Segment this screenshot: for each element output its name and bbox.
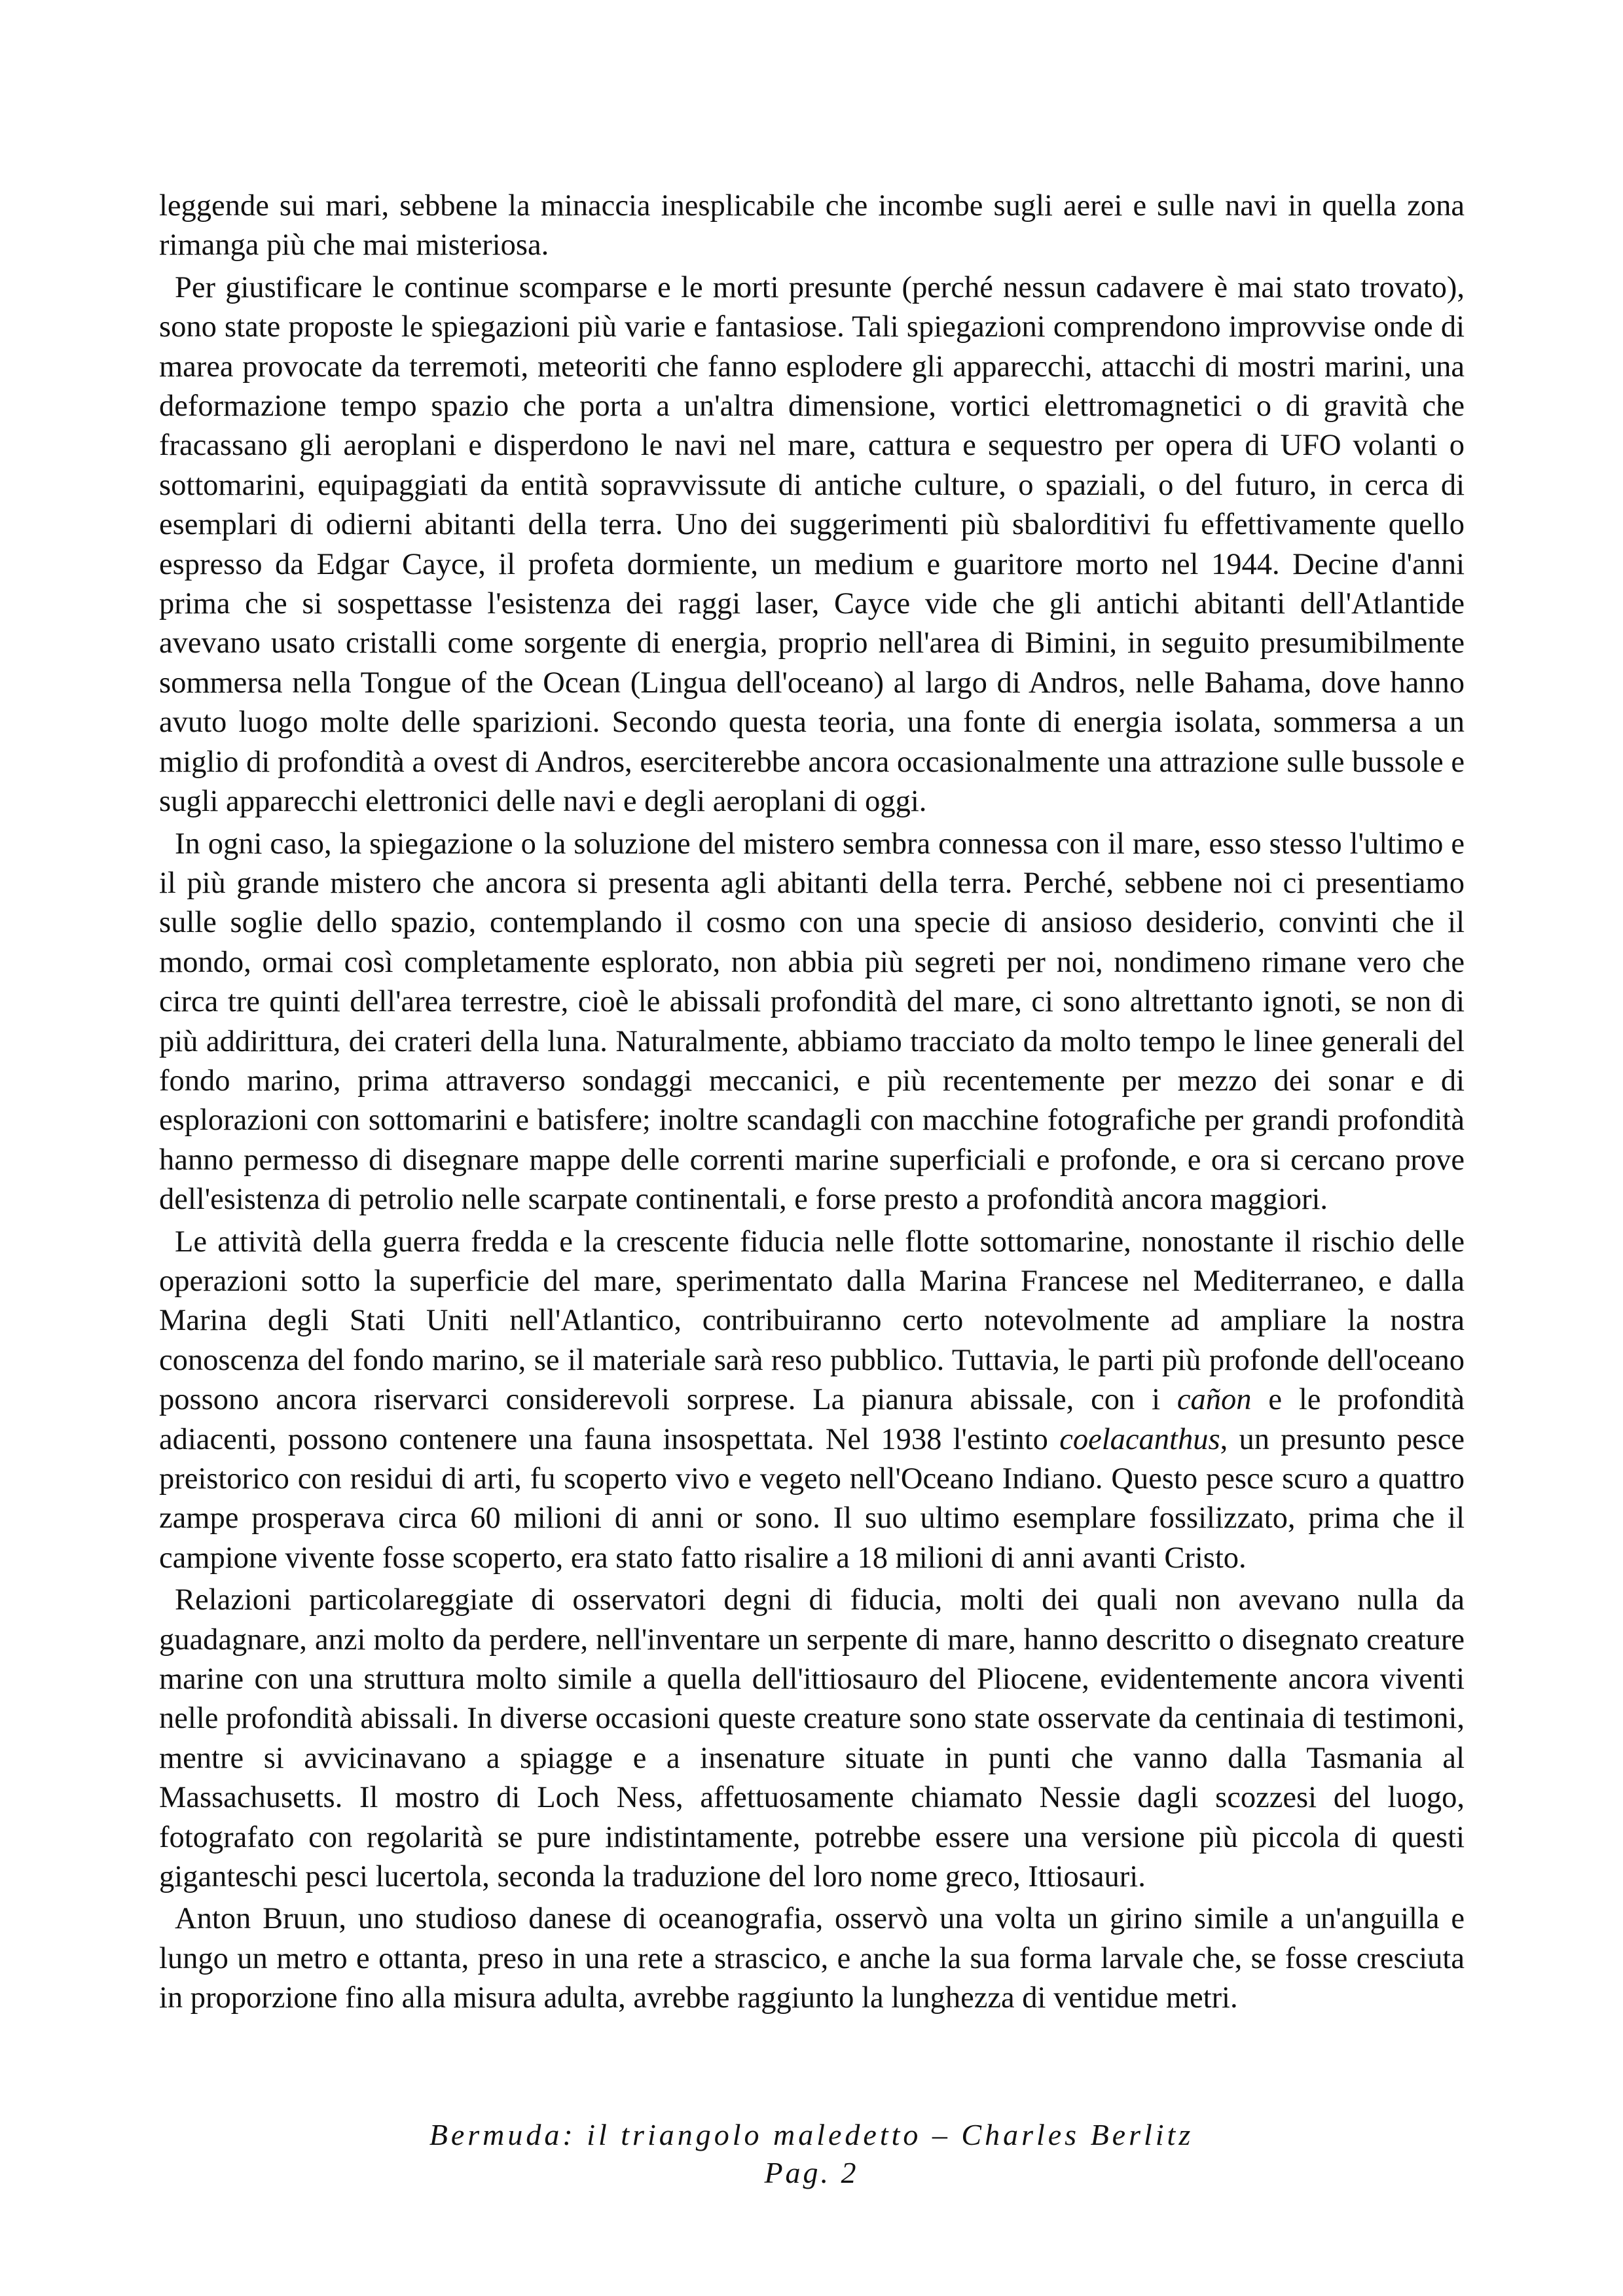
footer-book-title: Bermuda: il triangolo maledetto – Charles Berlitz <box>429 2118 1194 2151</box>
term-canon: cañon <box>1176 1383 1252 1417</box>
paragraph-5: Relazioni particolareggiate di osservatori degni di fiducia, molti dei quali non avevano nulla da guadagnare, anzi molto da perdere, nell'inventare un serpente di mare, hanno descritto o disegnato creature marine con una struttura molto simile a quella dell'ittiosauro del Pliocene, evidentemente ancora viventi nelle profondità abissali. In diverse occasioni queste creature sono state osservate da centinaia di testimoni, mentre si avvicinavano a spiagge e a insenature situate in punti che vanno dalla Tasmania al Massachusetts. Il mostro di Loch Ness, affettuosamente chiamato Nessie dagli scozzesi del luogo, fotografato con regolarità se pure indistintamente, potrebbe essere una versione più piccola di questi giganteschi pesci lucertola, seconda la traduzione del loro nome greco, Ittiosauri. <box>159 1583 1465 1894</box>
paragraph-3: In ogni caso, la spiegazione o la soluzione del mistero sembra connessa con il mare, esso stesso l'ultimo e il più grande mistero che ancora si presenta agli abitanti della terra. Perché, sebbene noi ci presentiamo sulle soglie dello spazio, contemplando il cosmo con una specie di ansioso desiderio, convinti che il mondo, ormai così completamente esplorato, non abbia più segreti per noi, nondimeno rimane vero che circa tre quinti dell'area terrestre, cioè le abissali profondità del mare, ci sono altrettanto ignoti, se non di più addirittura, dei crateri della luna. Naturalmente, abbiamo tracciato da molto tempo le linee generali del fondo marino, prima attraverso sondaggi meccanici, e più recentemente per mezzo dei sonar e di esplorazioni con sottomarini e batisfere; inoltre scandagli con macchine fotografiche per grandi profondità hanno permesso di disegnare mappe delle correnti marine superficiali e profonde, e ora si cercano prove dell'esistenza di petrolio nelle scarpate continentali, e forse presto a profondità ancora maggiori. <box>159 827 1465 1217</box>
body-text <box>159 187 1465 2021</box>
paragraph-4-part-b: e le profondità adiacenti, possono contenere una fauna insospettata. Nel 1938 l'estinto <box>159 1383 1465 1456</box>
paragraph-4-part-a: Le attività della guerra fredda e la crescente fiducia nelle flotte sottomarine, nonostante il rischio delle operazioni sotto la superficie del mare, sperimentato dalla Marina Francese nel Mediterraneo, e dalla Marina degli Stati Uniti nell'Atlantico, contribuiranno certo notevolmente ad ampliare la nostra conoscenza del fondo marino, se il materiale sarà reso pubblico. Tuttavia, le parti più profonde dell'oceano possono ancora riservarci considerevoli sorprese. La pianura abissale, con i <box>159 1225 1465 1417</box>
paragraph-6: Anton Bruun, uno studioso danese di oceanografia, osservò una volta un girino simile a un'anguilla e lungo un metro e ottanta, preso in una rete a strascico, e anche la sua forma larvale che, se fosse cresciuta in proporzione fino alla misura adulta, avrebbe raggiunto la lunghezza di ventidue metri. <box>159 1902 1465 2015</box>
paragraph-1: leggende sui mari, sebbene la minaccia inesplicabile che incombe sugli aerei e sulle navi in quella zona rimanga più che mai misteriosa. <box>159 189 1465 262</box>
page-footer <box>0 2116 1623 2192</box>
term-coelacanthus: coelacanthus <box>1059 1422 1220 1456</box>
paragraph-4-part-c: , un presunto pesce preistorico con residui di arti, fu scoperto vivo e vegeto nell'Oceano Indiano. Questo pesce scuro a quattro zampe prosperava circa 60 milioni di anni or sono. Il suo ultimo esemplare fossilizzato, prima che il campione vivente fosse scoperto, era stato fatto risalire a 18 milioni di anni avanti Cristo. <box>159 1422 1465 1575</box>
footer-page-number: Pag. 2 <box>764 2156 859 2189</box>
paragraph-4 <box>159 1223 1465 1579</box>
paragraph-2: Per giustificare le continue scomparse e le morti presunte (perché nessun cadavere è mai stato trovato), sono state proposte le spiegazioni più varie e fantasiose. Tali spiegazioni comprendono improvvise onde di marea provocate da terremoti, meteoriti che fanno esplodere gli apparecchi, attacchi di mostri marini, una deformazione tempo spazio che porta a un'altra dimensione, vortici elettromagnetici o di gravità che fracassano gli aeroplani e disperdono le navi nel mare, cattura e sequestro per opera di UFO volanti o sottomarini, equipaggiati da entità sopravvissute di antiche culture, o spaziali, o del futuro, in cerca di esemplari di odierni abitanti della terra. Uno dei suggerimenti più sbalorditivi fu effettivamente quello espresso da Edgar Cayce, il profeta dormiente, un medium e guaritore morto nel 1944. Decine d'anni prima che si sospettasse l'esistenza dei raggi laser, Cayce vide che gli antichi abitanti dell'Atlantide avevano usato cristalli come sorgente di energia, proprio nell'area di Bimini, in seguito presumibilmente sommersa nella Tongue of the Ocean (Lingua dell'oceano) al largo di Andros, nelle Bahama, dove hanno avuto luogo molte delle sparizioni. Secondo questa teoria, una fonte di energia isolata, sommersa a un miglio di profondità a ovest di Andros, eserciterebbe ancora occasionalmente una attrazione sulle bussole e sugli apparecchi elettronici delle navi e degli aeroplani di oggi. <box>159 270 1465 819</box>
